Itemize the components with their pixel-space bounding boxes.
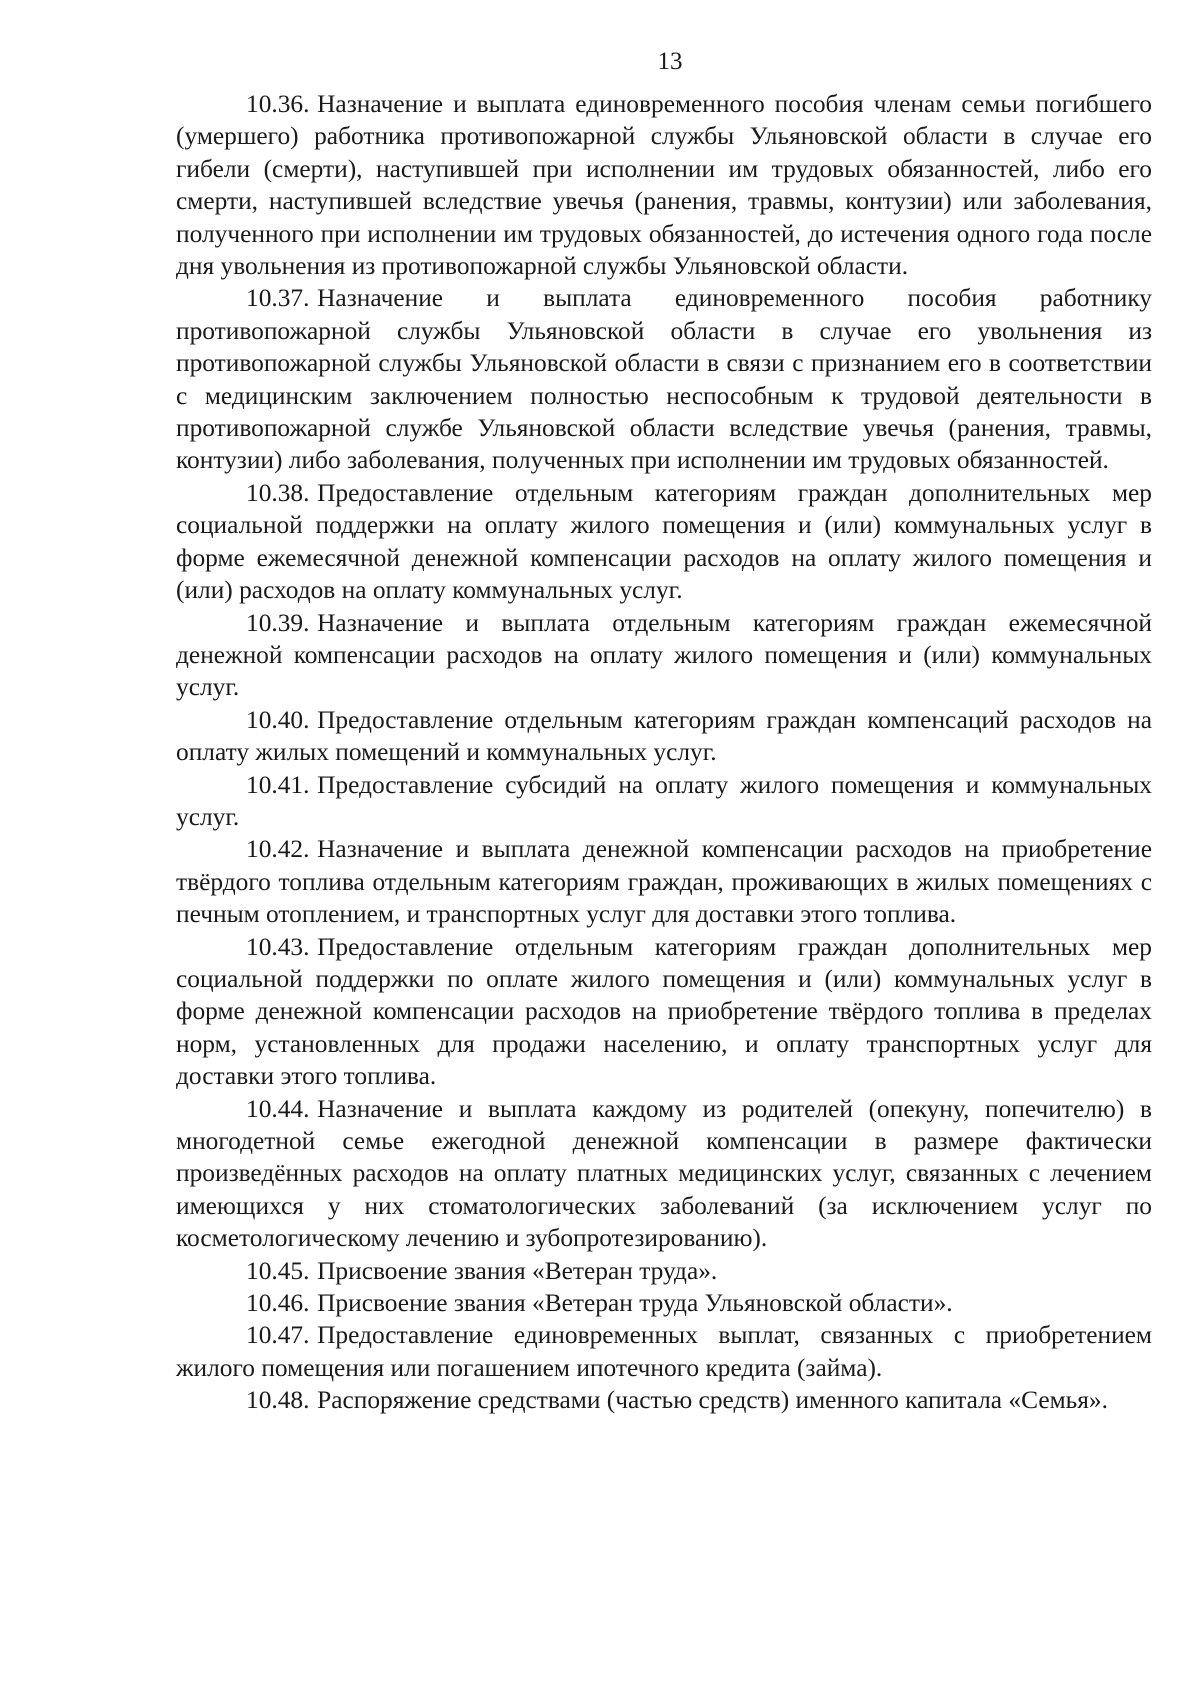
paragraph-text: Предоставление отдельным категориям граждан дополнительных мер социальной поддержки на оплату жилого помещения и (или) коммунальных услуг в форме ежемесячной денежной компенсации расходов на оплату жилого помещения и (или) расходов на оплату коммунальных услуг. <box>176 478 1152 605</box>
paragraph-10-38 <box>176 477 1152 607</box>
paragraph-number: 10.40. <box>246 705 310 734</box>
paragraph-number: 10.46. <box>246 1289 310 1318</box>
paragraph-number: 10.48. <box>246 1386 310 1415</box>
paragraph-text: Назначение и выплата отдельным категориям граждан ежемесячной денежной компенсации расходов на оплату жилого помещения и (или) коммунальных услуг. <box>176 608 1152 702</box>
paragraph-10-41 <box>176 769 1152 834</box>
paragraph-10-45 <box>176 1255 1152 1287</box>
paragraph-text: Назначение и выплата денежной компенсации расходов на приобретение твёрдого топлива отдельным категориям граждан, проживающих в жилых помещениях с печным отоплением, и транспортных услуг для доставки этого топлива. <box>176 835 1152 929</box>
paragraph-10-39 <box>176 607 1152 704</box>
paragraph-10-46 <box>176 1287 1152 1319</box>
paragraph-10-48 <box>176 1384 1152 1416</box>
paragraph-text: Предоставление единовременных выплат, связанных с приобретением жилого помещения или погашением ипотечного кредита (займа). <box>176 1321 1152 1382</box>
paragraph-number: 10.42. <box>246 835 310 864</box>
paragraph-text: Предоставление субсидий на оплату жилого помещения и коммунальных услуг. <box>176 770 1152 831</box>
paragraph-text: Назначение и выплата единовременного пособия членам семьи погибшего (умершего) работника противопожарной службы Ульяновской области в случае его гибели (смерти), наступившей при исполнении им трудовых обязанностей, либо его смерти, наступившей вследствие увечья (ранения, травмы, контузии) или заболевания, полученного при исполнении им трудовых обязанностей, до истечения одного года после дня увольнения из противопожарной службы Ульяновской области. <box>176 90 1152 281</box>
paragraph-10-43 <box>176 931 1152 1093</box>
paragraph-number: 10.37. <box>246 284 310 313</box>
paragraph-number: 10.38. <box>246 478 310 507</box>
paragraph-number: 10.39. <box>246 608 310 637</box>
paragraph-text: Распоряжение средствами (частью средств) именного капитала «Семья». <box>317 1386 1108 1415</box>
paragraph-10-40 <box>176 704 1152 769</box>
paragraph-text: Предоставление отдельным категориям граждан дополнительных мер социальной поддержки по оплате жилого помещения и (или) коммунальных услуг в форме денежной компенсации расходов на приобретение твёрдого топлива в пределах норм, установленных для продажи населению, и оплату транспортных услуг для доставки этого топлива. <box>176 932 1152 1091</box>
paragraph-10-37 <box>176 282 1152 476</box>
paragraph-number: 10.47. <box>246 1321 310 1350</box>
paragraph-number: 10.36. <box>246 90 310 118</box>
document-body <box>176 88 1152 1417</box>
paragraph-text: Предоставление отдельным категориям граждан компенсаций расходов на оплату жилых помещений и коммунальных услуг. <box>176 705 1152 767</box>
paragraph-number: 10.43. <box>246 932 310 961</box>
paragraph-number: 10.45. <box>246 1256 310 1285</box>
paragraph-10-36 <box>176 88 1152 282</box>
paragraph-text: Назначение и выплата каждому из родителей (опекуну, попечителю) в многодетной семье ежегодной денежной компенсации в размере фактически произведённых расходов на оплату платных медицинских услуг, связанных с лечением имеющихся у них стоматологических заболеваний (за исключением услуг по косметологическому лечению и зубопротезированию). <box>176 1094 1152 1253</box>
paragraph-text: Назначение и выплата единовременного пособия работнику противопожарной службы Ульяновской области в случае его увольнения из противопожарной службы Ульяновской области в связи с признанием его в соответствии с медицинским заключением полностью неспособным к трудовой деятельности в противопожарной службе Ульяновской области вследствие увечья (ранения, травмы, контузии) либо заболевания, полученных при исполнении им трудовых обязанностей. <box>176 284 1152 475</box>
paragraph-number: 10.44. <box>246 1094 310 1123</box>
paragraph-10-47 <box>176 1319 1152 1384</box>
page-number: 13 <box>657 48 683 75</box>
paragraph-10-44 <box>176 1093 1152 1255</box>
paragraph-10-42 <box>176 833 1152 930</box>
paragraph-number: 10.41. <box>246 770 310 799</box>
paragraph-text: Присвоение звания «Ветеран труда Ульяновской области». <box>317 1289 953 1318</box>
paragraph-text: Присвоение звания «Ветеран труда». <box>317 1256 718 1285</box>
